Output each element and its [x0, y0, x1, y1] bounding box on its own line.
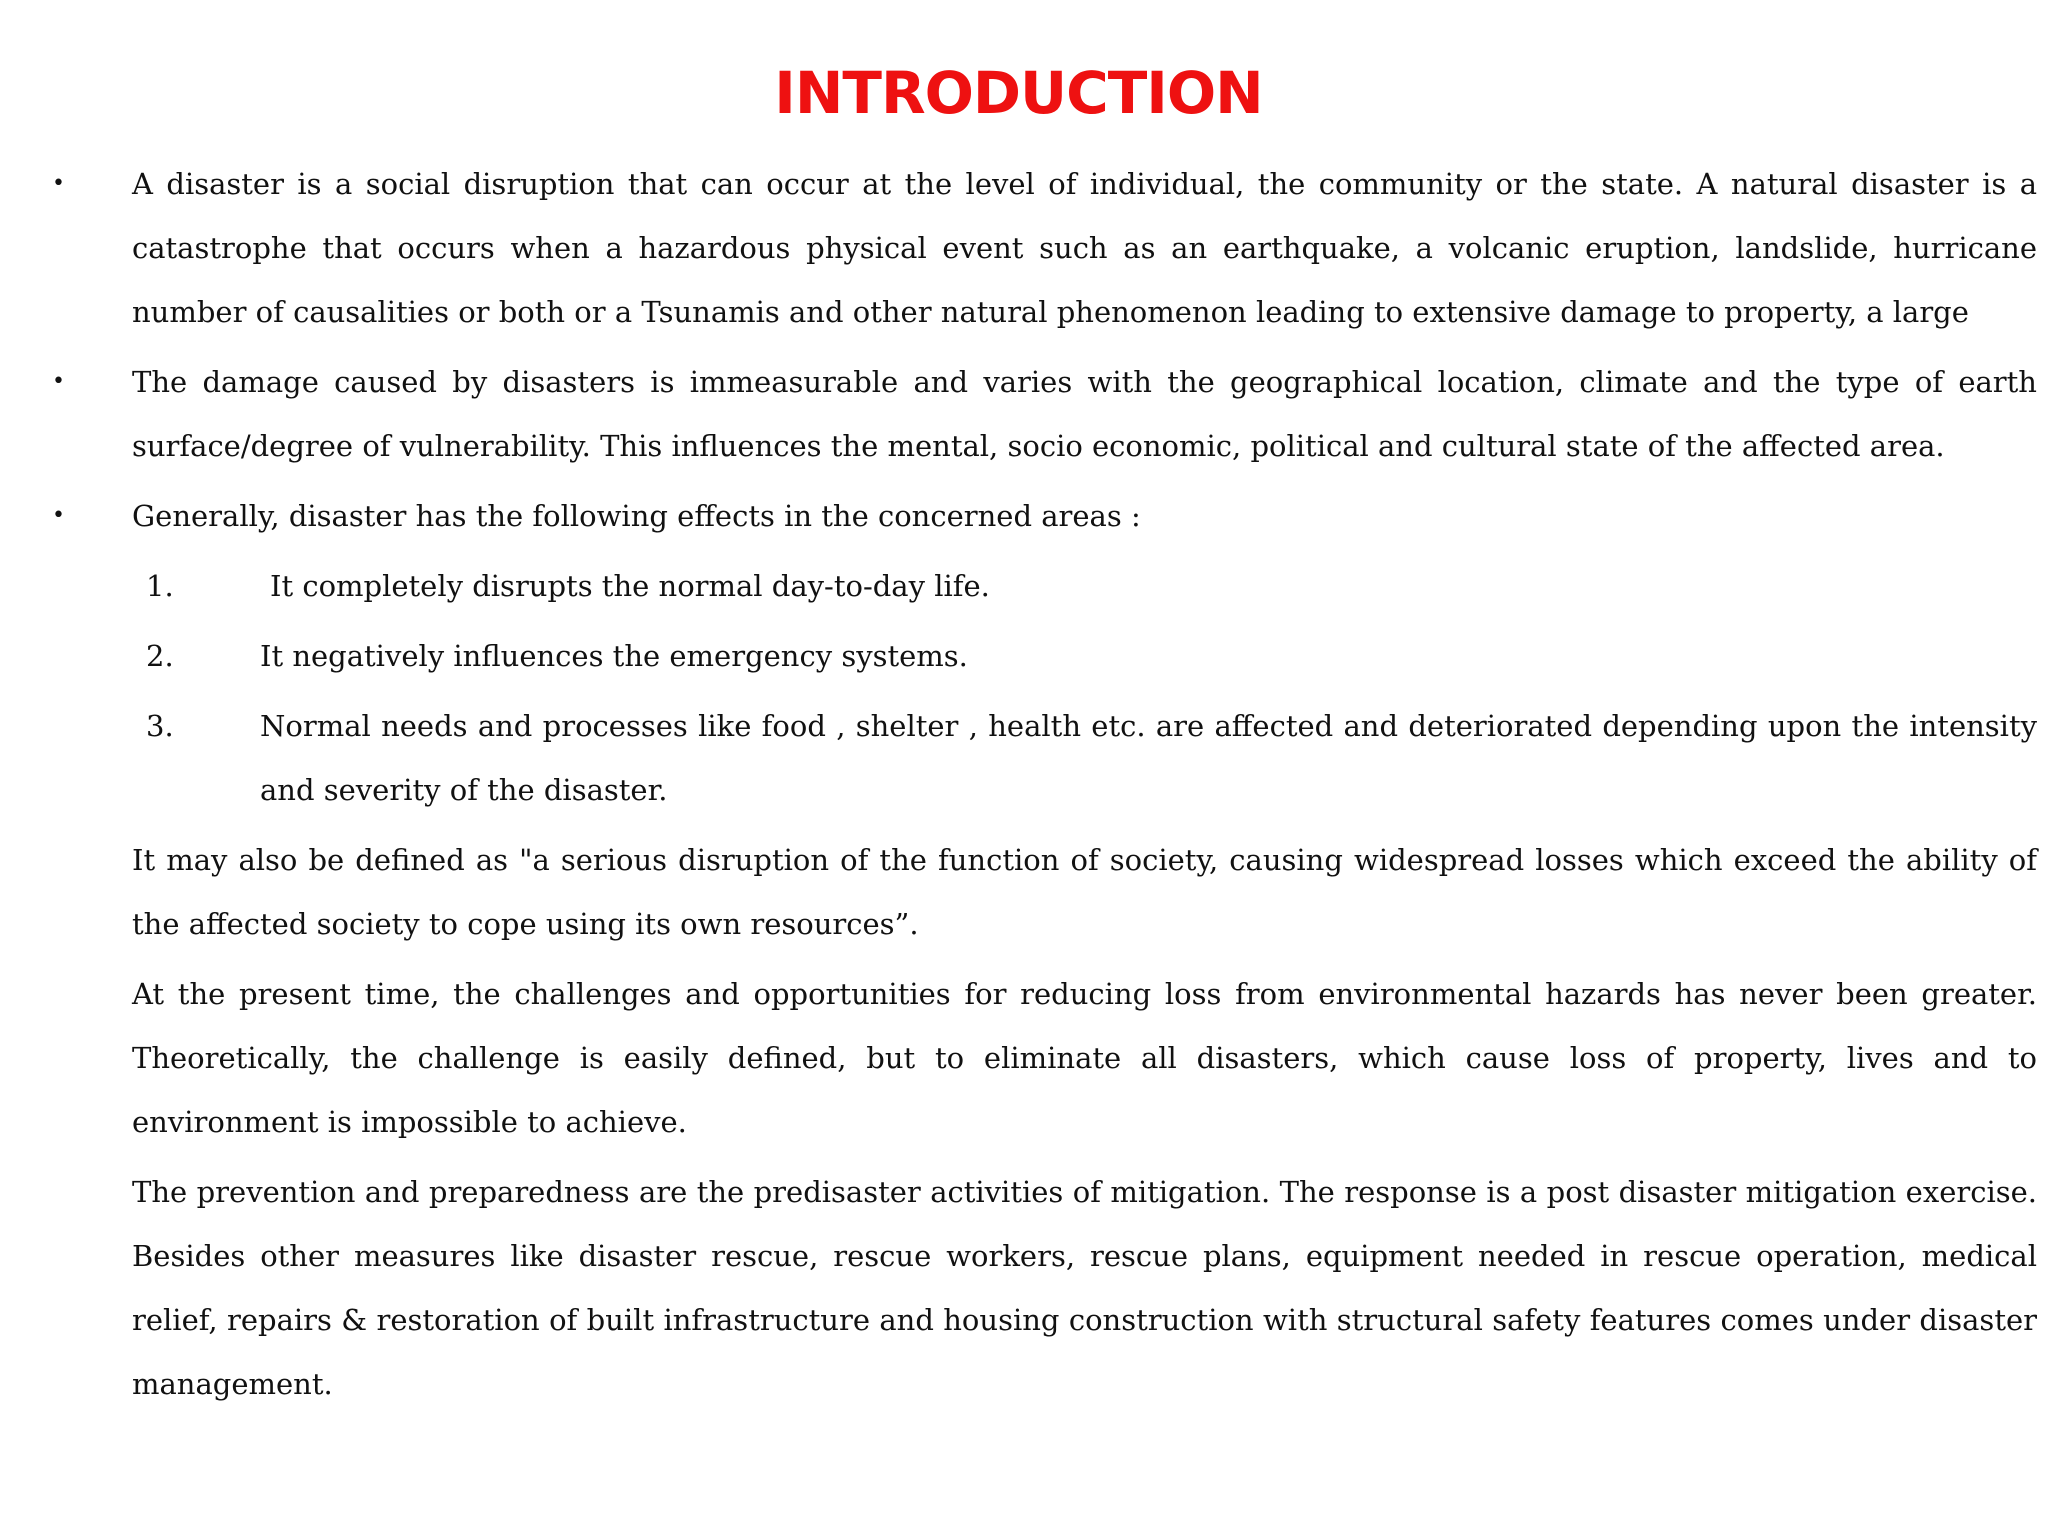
item-number: 1. [146, 569, 174, 603]
bullet-text: Generally, disaster has the following effects in the concerned areas : [132, 499, 1141, 533]
bullet-item [0, 484, 2037, 548]
paragraph-challenges: At the present time, the challenges and opportunities for reducing loss from environmental hazards has never been greater. Theoretically, the challenge is easily defined, but to eliminate all disasters, which cause loss of property, lives and to environment is impossible to achieve. [132, 977, 2037, 1139]
item-text: It negatively influences the emergency systems. [260, 639, 968, 673]
item-number: 3. [146, 709, 174, 743]
page-title: INTRODUCTION [774, 59, 1263, 127]
bullet-item [0, 350, 2037, 478]
bullet-item [0, 152, 2037, 344]
item-number: 2. [146, 639, 174, 673]
bullet-text: The damage caused by disasters is immeasurable and varies with the geographical location, climate and the type of earth surface/degree of vulnerability. This influences the mental, socio economic, political and cultural state of the affected area. [132, 365, 2037, 463]
paragraph-mitigation: The prevention and preparedness are the predisaster activities of mitigation. The response is a post disaster mitigation exercise. Besides other measures like disaster rescue, rescue workers, rescue plans, equipment needed in rescue operation, medical relief, repairs & restoration of built infrastructure and housing construction with structural safety features comes under disaster management. [132, 1175, 2037, 1401]
bullet-marker: • [52, 171, 65, 196]
numbered-item [0, 624, 2037, 688]
bullet-marker: • [52, 503, 65, 528]
bullet-marker: • [52, 369, 65, 394]
bullet-text: A disaster is a social disruption that can occur at the level of individual, the community or the state. A natural disaster is a catastrophe that occurs when a hazardous physical event such as an earthquake, a volcanic eruption, landslide, hurricane number of causalities or both or a Tsunamis and other natural phenomenon leading to extensive damage to property, a large [132, 167, 2037, 329]
item-text: Normal needs and processes like food , shelter , health etc. are affected and deteriorated depending upon the intensity and severity of the disaster. [260, 709, 2037, 807]
numbered-item [0, 554, 2037, 618]
slide-body [0, 152, 2037, 1416]
item-text: It completely disrupts the normal day-to-day life. [270, 569, 990, 603]
numbered-item [0, 694, 2037, 822]
paragraph-definition: It may also be defined as "a serious disruption of the function of society, causing widespread losses which exceed the ability of the affected society to cope using its own resources”. [132, 843, 2037, 941]
